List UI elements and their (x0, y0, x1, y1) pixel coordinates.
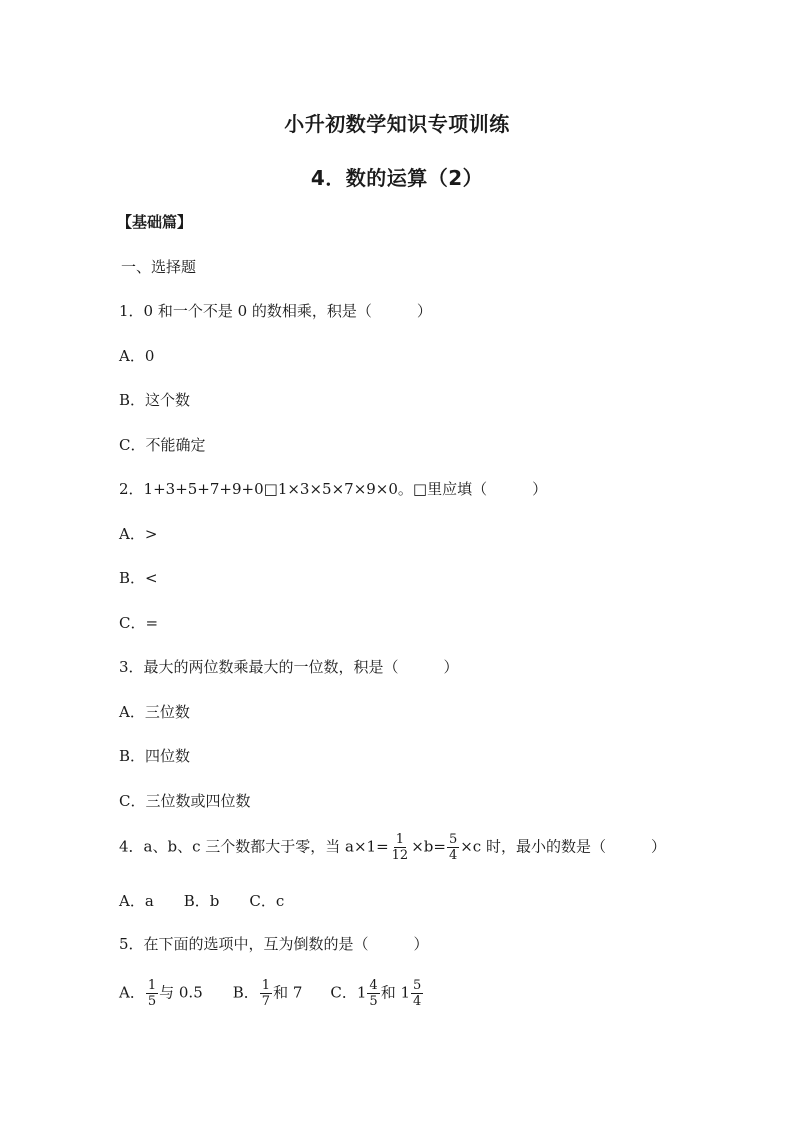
question-2-option-a: A．> (119, 525, 158, 543)
option-c-text: 和 1 (380, 983, 410, 1002)
fraction-denominator: 12 (391, 848, 409, 863)
option-c-label: C．1 (330, 983, 367, 1002)
section-heading: 【基础篇】 (117, 213, 193, 231)
question-4-text-mid: ×b= (411, 837, 446, 856)
fraction-denominator: 4 (413, 994, 422, 1009)
fraction-denominator: 7 (261, 994, 271, 1009)
option-b-label: B． (232, 983, 259, 1002)
fraction-numerator: 1 (261, 978, 271, 993)
document-subtitle: 4．数的运算（2） (310, 166, 484, 190)
fraction-numerator: 1 (147, 978, 157, 993)
question-4-stem (119, 832, 666, 863)
question-5-options (119, 978, 424, 1009)
fraction-1-12 (390, 832, 411, 863)
question-1-option-a: A．0 (119, 347, 155, 365)
option-a-text: 与 0.5 (159, 983, 203, 1002)
question-4-options: A．a B．b C．c (119, 892, 285, 910)
fraction-5-4 (447, 832, 459, 863)
part-heading: 一、选择题 (121, 258, 197, 276)
document-title: 小升初数学知识专项训练 (284, 112, 510, 136)
question-4-text-post: ×c 时，最小的数是（ ） (460, 837, 666, 856)
fraction-numerator: 4 (369, 978, 378, 993)
question-3-option-b: B．四位数 (119, 747, 191, 765)
question-1-stem: 1．0 和一个不是 0 的数相乘，积是（ ） (119, 302, 432, 320)
option-b-text: 和 7 (273, 983, 303, 1002)
fraction-denominator: 5 (369, 994, 378, 1009)
question-1-option-c: C．不能确定 (119, 436, 206, 454)
fraction-denominator: 5 (147, 994, 157, 1009)
fraction-denominator: 4 (448, 848, 458, 863)
question-3-stem: 3．最大的两位数乘最大的一位数，积是（ ） (119, 658, 459, 676)
question-3-option-a: A．三位数 (119, 703, 190, 721)
fraction-numerator: 5 (413, 978, 422, 993)
question-3-option-c: C．三位数或四位数 (119, 792, 251, 810)
fraction-5-4 (411, 978, 423, 1009)
question-2-stem: 2．1+3+5+7+9+0□1×3×5×7×9×0。□里应填（ ） (119, 480, 548, 498)
option-a-label: A． (119, 983, 145, 1002)
question-1-option-b: B．这个数 (119, 391, 191, 409)
question-2-option-b: B．< (119, 569, 158, 587)
fraction-numerator: 1 (395, 832, 405, 847)
fraction-1-5 (146, 978, 158, 1009)
question-5-stem: 5．在下面的选项中，互为倒数的是（ ） (119, 935, 429, 953)
fraction-4-5 (367, 978, 379, 1009)
question-2-option-c: C．= (119, 614, 159, 632)
fraction-numerator: 5 (448, 832, 458, 847)
question-4-text-pre: 4．a、b、c 三个数都大于零，当 a×1= (119, 837, 389, 856)
fraction-1-7 (260, 978, 272, 1009)
